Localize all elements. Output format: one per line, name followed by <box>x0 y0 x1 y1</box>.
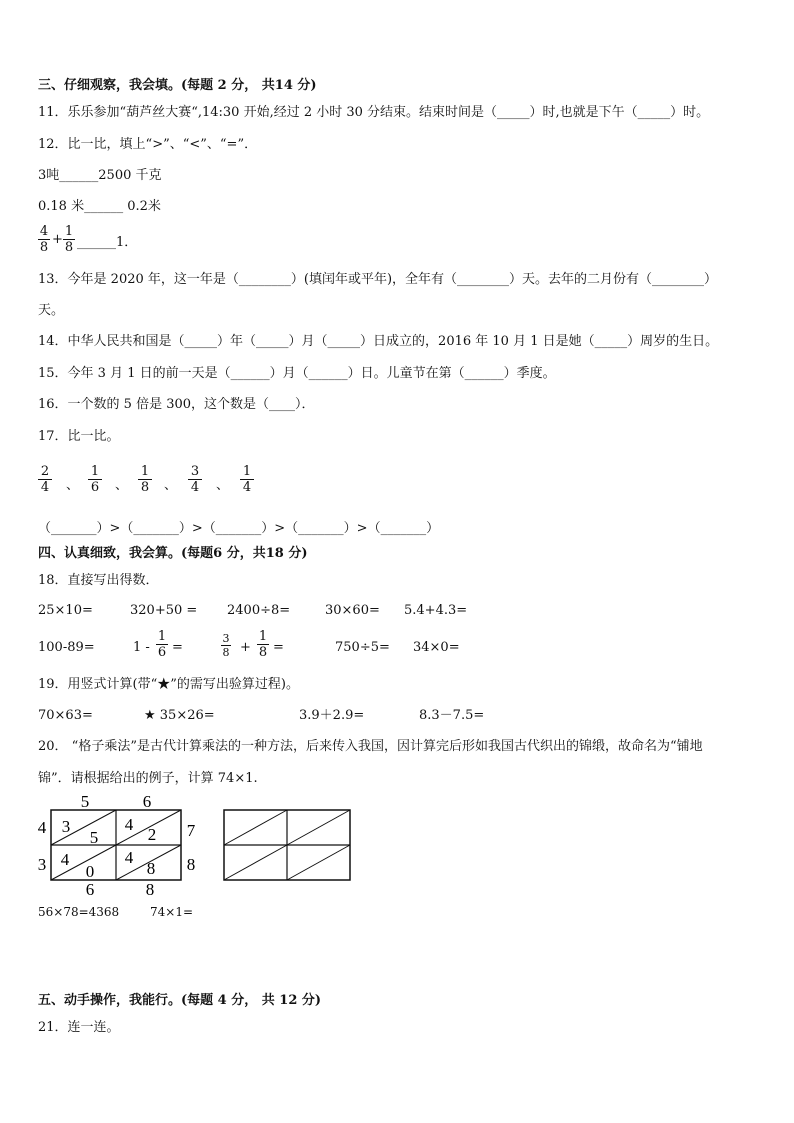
equals-sign: = <box>172 640 183 655</box>
separator: 、 <box>66 478 80 493</box>
grid-top-digit: 6 <box>142 792 152 811</box>
grid-cell-digit: 0 <box>85 862 95 881</box>
calc-item: 3.9＋2.9= <box>299 708 365 723</box>
fraction <box>257 629 269 660</box>
fraction <box>188 464 202 495</box>
question-19: 19．用竖式计算(带“★”的需写出验算过程)。 <box>38 677 299 692</box>
question-21: 21．连一连。 <box>38 1020 120 1035</box>
denominator: 4 <box>190 480 200 495</box>
section-3-title: 三、仔细观察，我会填。(每题 2 分， 共14 分) <box>38 78 317 93</box>
question-13-cont: 天。 <box>38 303 65 318</box>
section-4-title: 四、认真细致，我会算。(每题6 分，共18 分) <box>38 546 308 561</box>
calc-item: 30×60= <box>325 603 380 618</box>
denominator: 8 <box>39 240 49 255</box>
question-20-line2: 锦”．请根据给出的例子，计算 74×1. <box>38 771 258 786</box>
question-12b: 0.18 米______ 0.2米 <box>38 199 161 214</box>
numerator: 1 <box>64 224 74 239</box>
calc-item: 8.3－7.5= <box>419 708 485 723</box>
fraction <box>38 464 52 495</box>
grid-cell-digit: 3 <box>61 817 71 836</box>
calc-item: 100-89= <box>38 640 95 655</box>
equals-sign: = <box>273 640 284 655</box>
separator: 、 <box>216 478 230 493</box>
fraction <box>38 224 50 255</box>
grid-cell-digit: 2 <box>147 825 157 844</box>
calc-item: 750÷5= <box>335 640 390 655</box>
grid-top-digit: 5 <box>80 792 90 811</box>
grid-bottom-digit: 6 <box>85 880 95 899</box>
lattice-example-result: 56×78=4368 <box>38 905 120 919</box>
question-12a: 3吨______2500 千克 <box>38 168 162 183</box>
calc-item: 34×0= <box>413 640 460 655</box>
fraction <box>156 629 168 660</box>
calc-item: 5.4+4.3= <box>404 603 468 618</box>
lattice-task: 74×1= <box>150 905 194 919</box>
grid-cell-digit: 5 <box>89 828 99 847</box>
numerator: 3 <box>188 464 202 480</box>
numerator: 3 <box>222 632 230 645</box>
numerator: 4 <box>39 224 49 239</box>
question-14: 14．中华人民共和国是（_____）年（_____）月（_____）日成立的，2016 年 10 月 1 日是她（_____）周岁的生日。 <box>38 334 719 349</box>
lattice-answer-grid <box>222 808 352 882</box>
grid-left-digit: 4 <box>37 818 47 837</box>
numerator: 1 <box>138 464 152 480</box>
numerator: 1 <box>258 629 268 644</box>
calc-item: ★ 35×26= <box>144 708 215 723</box>
calc-item: 320+50 = <box>130 603 198 618</box>
grid-cell-digit: 8 <box>146 859 156 878</box>
denominator: 8 <box>140 480 150 495</box>
separator: 、 <box>164 478 178 493</box>
question-12: 12．比一比，填上“>”、“<”、“=”． <box>38 137 258 152</box>
denominator: 6 <box>157 645 167 660</box>
question-15: 15．今年 3 月 1 日的前一天是（______）月（______）日。儿童节在第（______）季度。 <box>38 366 556 381</box>
calc-item: 2400÷8= <box>227 603 291 618</box>
denominator: 4 <box>242 480 252 495</box>
grid-right-digit: 8 <box>186 855 196 874</box>
question-17: 17．比一比。 <box>38 429 120 444</box>
question-11: 11．乐乐参加“葫芦丝大赛“,14:30 开始,经过 2 小时 30 分结束。结束时间是（_____）时,也就是下午（_____）时。 <box>38 105 710 120</box>
calc-item: 25×10= <box>38 603 93 618</box>
question-18: 18．直接写出得数． <box>38 573 159 588</box>
section-5-title: 五、动手操作，我能行。(每题 4 分， 共 12 分) <box>38 993 322 1008</box>
fraction <box>88 464 102 495</box>
plus-sign: + <box>52 232 63 247</box>
question-17-answer: （_______）>（_______）>（_______）>（_______）>（_______） <box>38 521 440 536</box>
numerator: 1 <box>157 629 167 644</box>
fraction <box>240 464 254 495</box>
grid-right-digit: 7 <box>186 821 196 840</box>
grid-cell-digit: 4 <box>60 850 70 869</box>
grid-bottom-digit: 8 <box>145 880 155 899</box>
fraction <box>63 224 75 255</box>
calc-item: 1 - <box>133 640 150 655</box>
grid-cell-digit: 4 <box>124 848 134 867</box>
denominator: 4 <box>40 480 50 495</box>
compare-blank: ______1． <box>77 235 138 250</box>
numerator: 2 <box>38 464 52 480</box>
plus-sign: + <box>240 640 251 655</box>
grid-left-digit: 3 <box>37 855 47 874</box>
question-16: 16．一个数的 5 倍是 300，这个数是（____）． <box>38 397 315 412</box>
calc-item: 70×63= <box>38 708 93 723</box>
numerator: 1 <box>240 464 254 480</box>
denominator: 8 <box>258 645 268 660</box>
lattice-example-grid <box>30 792 202 900</box>
question-20-line1: 20． “格子乘法”是古代计算乘法的一种方法，后来传入我国，因计算完后形如我国古代织出的锦缎，故命名为“铺地 <box>38 739 703 754</box>
denominator: 6 <box>90 480 100 495</box>
denominator: 8 <box>64 240 74 255</box>
grid-cell-digit: 4 <box>124 815 134 834</box>
fraction <box>138 464 152 495</box>
denominator: 8 <box>222 646 230 659</box>
fraction <box>221 632 231 659</box>
question-13: 13．今年是 2020 年，这一年是（________）(填闰年或平年)，全年有（________）天。去年的二月份有（________） <box>38 272 718 287</box>
separator: 、 <box>115 478 129 493</box>
numerator: 1 <box>88 464 102 480</box>
